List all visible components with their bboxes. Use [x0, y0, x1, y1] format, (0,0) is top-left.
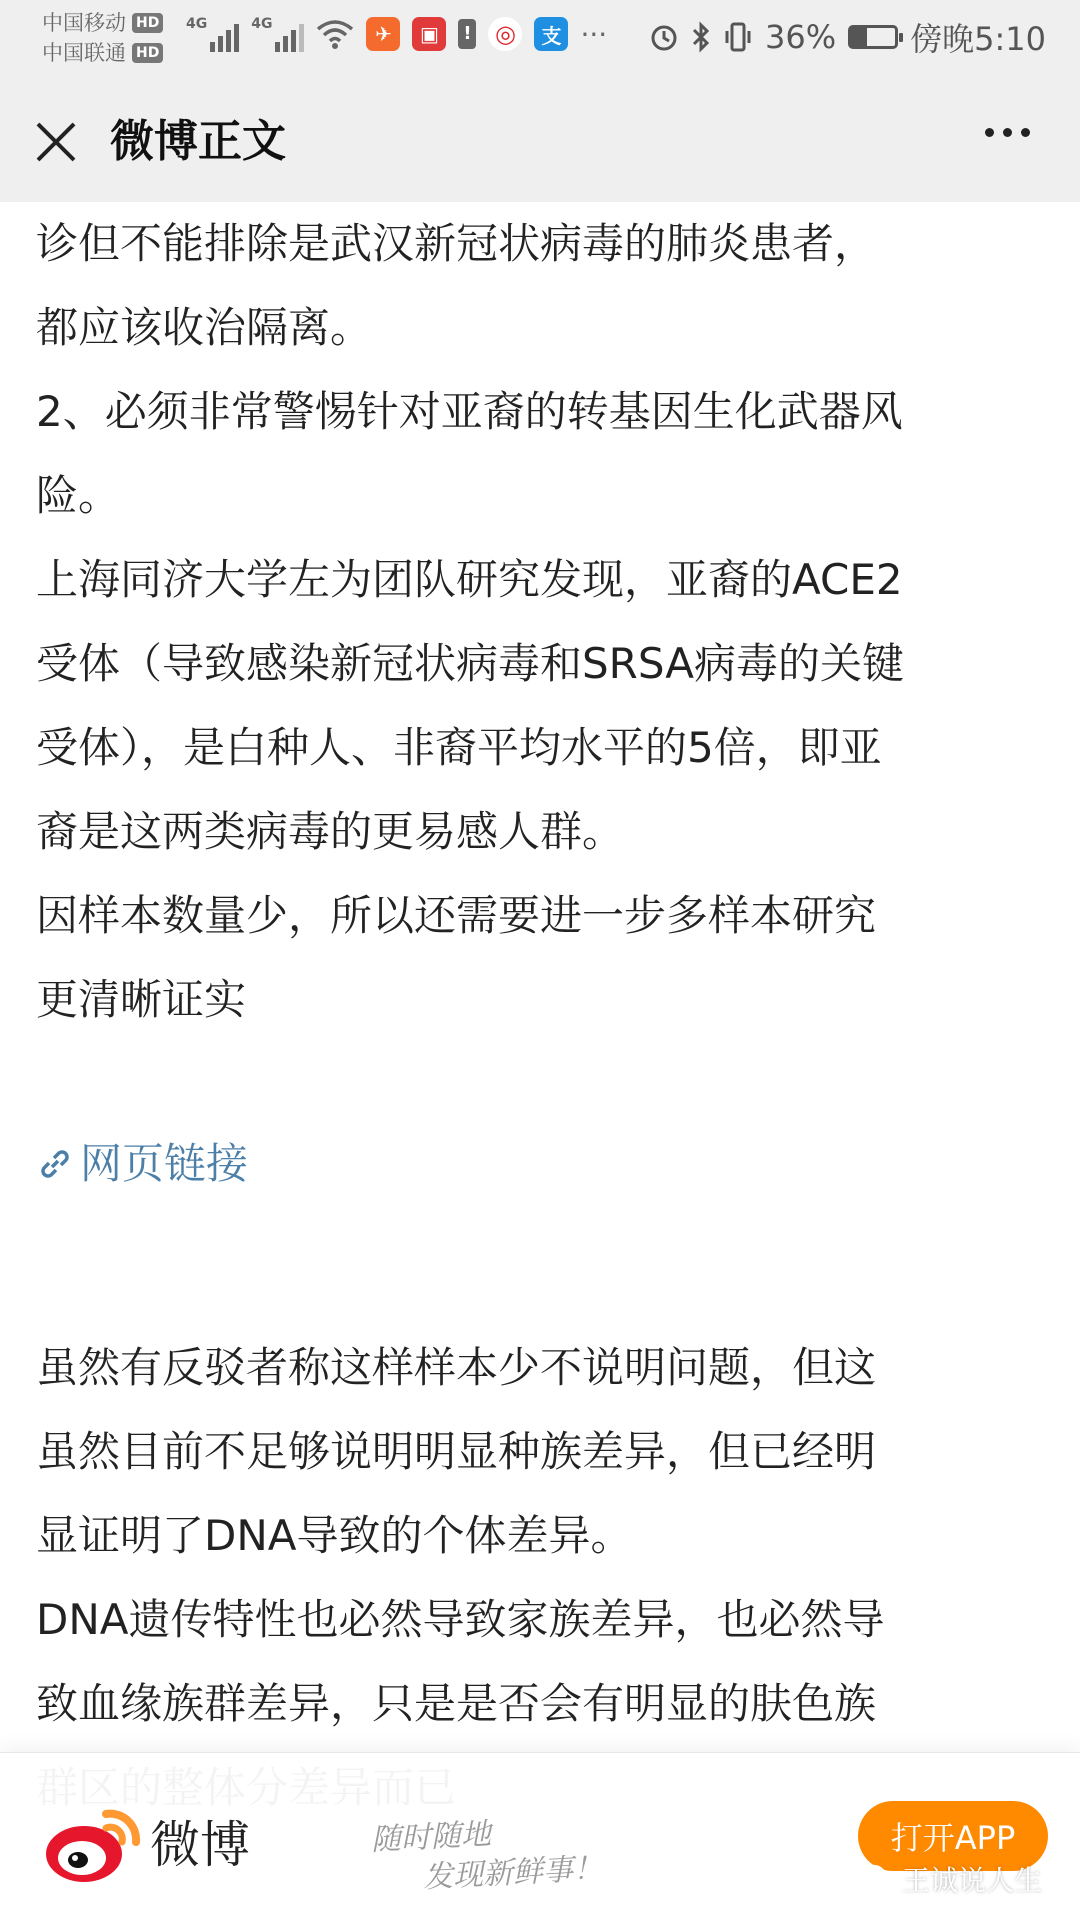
status-icons — [186, 16, 607, 52]
app-notification-icon: ✈ — [366, 17, 400, 51]
page-title: 微博正文 — [110, 116, 286, 167]
article-line: 都应该收治隔离。 — [36, 303, 373, 352]
app-notification-icon: ◎ — [488, 17, 522, 51]
slogan-line-1: 随时随地 — [370, 1816, 492, 1859]
alert-icon: ! — [458, 19, 476, 49]
watermark — [860, 1859, 1042, 1899]
paragraph-1 — [36, 202, 1046, 1042]
carrier-2: 中国联通 — [42, 41, 126, 65]
more-notifications-icon: ··· — [580, 17, 608, 51]
close-icon[interactable] — [34, 120, 78, 164]
signal-icon — [251, 16, 304, 52]
carrier-info — [42, 8, 163, 68]
article-line: 虽然目前不足够说明明显种族差异，但已经明 — [36, 1427, 877, 1476]
article-line: 受体（导致感染新冠状病毒和SRSA病毒的关键 — [36, 639, 905, 688]
article-line: 致血缘族群差异，只是是否会有明显的肤色族 — [36, 1679, 877, 1728]
slogan-line-2: 发现新鲜事！ — [422, 1850, 604, 1896]
status-bar — [0, 0, 1080, 86]
title-bar — [0, 86, 1080, 202]
article-line: DNA遗传特性也必然导致家族差异，也必然导 — [36, 1595, 885, 1644]
clock: 傍晚5:10 — [910, 20, 1046, 58]
vibrate-icon — [723, 21, 753, 53]
status-right — [649, 14, 1046, 60]
article-line: 险。 — [36, 471, 121, 520]
watermark-text: 王诚说人生 — [902, 1864, 1043, 1897]
article-body — [36, 202, 1046, 1830]
web-link[interactable] — [36, 1122, 1046, 1206]
app-download-banner — [0, 1752, 1080, 1920]
more-icon[interactable] — [985, 128, 1030, 137]
web-link-label: 网页链接 — [80, 1139, 249, 1188]
carrier-1: 中国移动 — [42, 11, 126, 35]
open-app-button[interactable]: 打开APP — [858, 1801, 1048, 1871]
alipay-icon: 支 — [534, 17, 568, 51]
battery-icon — [848, 25, 898, 49]
article-line: 显证明了DNA导致的个体差异。 — [36, 1511, 633, 1560]
article-line: 上海同济大学左为团队研究发现，亚裔的ACE2 — [36, 555, 903, 604]
article-line: 因样本数量少，所以还需要进一步多样本研究 — [36, 891, 877, 940]
article-line: 诊但不能排除是武汉新冠状病毒的肺炎患者， — [36, 219, 877, 268]
article-line: 受体），是白种人、非裔平均水平的5倍，即亚 — [36, 723, 882, 772]
wechat-icon — [860, 1864, 894, 1894]
signal-icon — [186, 16, 239, 52]
app-notification-icon: ▣ — [412, 17, 446, 51]
battery-percent: 36% — [765, 18, 837, 56]
bluetooth-icon — [691, 21, 711, 53]
network-label: 4G — [186, 16, 208, 32]
article-line: 更清晰证实 — [36, 975, 247, 1024]
article-line: 裔是这两类病毒的更易感人群。 — [36, 807, 625, 856]
hd-badge: HD — [132, 13, 163, 33]
slogan — [370, 1809, 604, 1901]
alarm-icon — [649, 22, 679, 52]
network-label: 4G — [251, 16, 273, 32]
link-icon — [36, 1145, 74, 1183]
wifi-icon — [316, 19, 354, 49]
hd-badge: HD — [132, 43, 163, 63]
brand-name: 微博 — [150, 1816, 250, 1874]
article-line: 虽然有反驳者称这样样本少不说明问题，但这 — [36, 1343, 877, 1392]
weibo-logo-icon — [40, 1798, 148, 1890]
battery-level — [851, 28, 867, 46]
article-line: 2、必须非常警惕针对亚裔的转基因生化武器风 — [36, 387, 903, 436]
